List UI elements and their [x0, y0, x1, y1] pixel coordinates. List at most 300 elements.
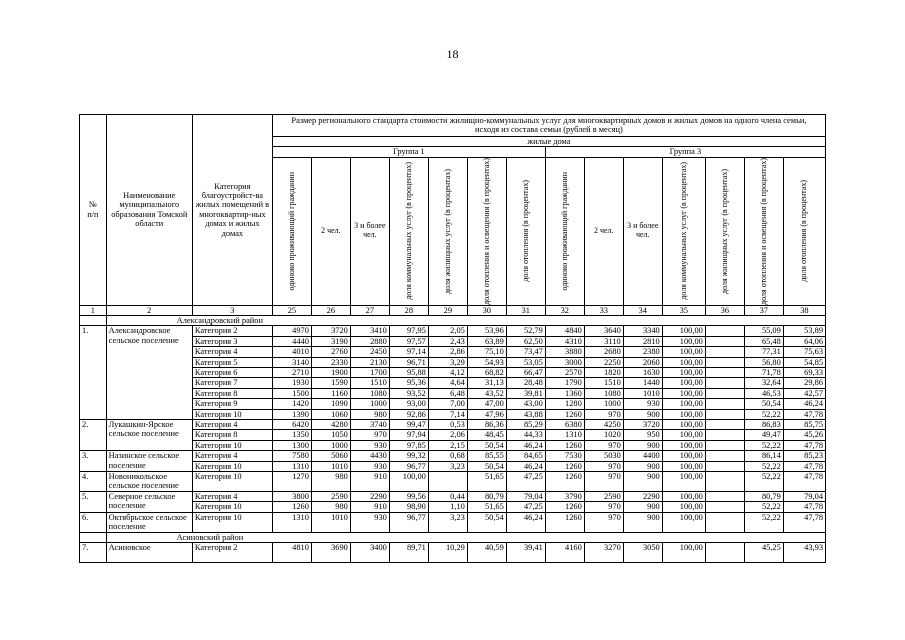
value-cell	[705, 512, 744, 532]
value-cell: 46,24	[783, 399, 825, 409]
value-cell: 50,54	[467, 512, 506, 532]
value-cell: 100,00	[662, 420, 705, 430]
table-row	[80, 367, 826, 377]
value-cell: 2570	[545, 367, 584, 377]
value-cell: 2,05	[428, 326, 467, 336]
subheader-cell	[705, 157, 744, 305]
table-row	[80, 399, 826, 409]
section-row	[80, 315, 826, 325]
subheader-cell	[467, 157, 506, 305]
subheader-cell	[783, 157, 825, 305]
value-cell	[705, 472, 744, 492]
table-row	[80, 472, 826, 492]
value-cell: 99,47	[389, 420, 428, 430]
value-cell: 71,78	[744, 367, 783, 377]
category-cell: Категория 10	[192, 440, 272, 450]
column-number: 29	[428, 305, 467, 315]
column-number: 1	[80, 305, 107, 315]
value-cell: 930	[350, 461, 389, 471]
value-cell: 1010	[311, 461, 350, 471]
value-cell: 49,47	[744, 430, 783, 440]
value-cell: 42,57	[783, 388, 825, 398]
col-category-header: Категория благоустройст-ва жилых помещений в многоквартир-ных домах и жилых домах	[192, 115, 272, 306]
value-cell: 100,00	[662, 347, 705, 357]
value-cell: 900	[623, 512, 662, 532]
value-cell: 4250	[584, 420, 623, 430]
value-cell: 84,65	[506, 451, 545, 461]
value-cell: 3790	[545, 492, 584, 502]
value-cell: 4160	[545, 543, 584, 563]
value-cell: 93,52	[389, 388, 428, 398]
value-cell: 100,00	[662, 367, 705, 377]
category-cell: Категория 10	[192, 409, 272, 419]
value-cell: 1260	[545, 409, 584, 419]
value-cell: 47,78	[783, 502, 825, 512]
value-cell: 0,44	[428, 492, 467, 502]
value-cell: 29,86	[783, 378, 825, 388]
value-cell: 43,00	[506, 399, 545, 409]
value-cell: 930	[350, 512, 389, 532]
value-cell: 3410	[350, 326, 389, 336]
value-cell: 5030	[584, 451, 623, 461]
row-number: 2.	[80, 420, 107, 451]
value-cell: 4010	[272, 347, 311, 357]
category-cell: Категория 10	[192, 472, 272, 492]
value-cell: 3400	[350, 543, 389, 563]
value-cell: 56,80	[744, 357, 783, 367]
municipality-name: Асиновское	[106, 543, 192, 563]
category-cell: Категория 10	[192, 512, 272, 532]
value-cell: 900	[623, 472, 662, 492]
value-cell: 52,22	[744, 502, 783, 512]
value-cell: 95,88	[389, 367, 428, 377]
value-cell: 69,33	[783, 367, 825, 377]
value-cell: 51,65	[467, 502, 506, 512]
value-cell: 2290	[350, 492, 389, 502]
value-cell: 1390	[272, 409, 311, 419]
category-cell: Категория 7	[192, 378, 272, 388]
value-cell: 0,53	[428, 420, 467, 430]
value-cell: 3340	[623, 326, 662, 336]
subheader-cell	[506, 157, 545, 305]
value-cell: 100,00	[662, 502, 705, 512]
category-cell: Категория 4	[192, 347, 272, 357]
column-number: 25	[272, 305, 311, 315]
value-cell: 32,64	[744, 378, 783, 388]
value-cell	[705, 388, 744, 398]
subheader-text: доля отопления и освещения (в процентах)	[481, 157, 491, 305]
value-cell: 1020	[584, 430, 623, 440]
value-cell: 48,45	[467, 430, 506, 440]
value-cell: 3110	[584, 336, 623, 346]
value-cell: 2,06	[428, 430, 467, 440]
table-row	[80, 409, 826, 419]
value-cell: 100,00	[662, 378, 705, 388]
value-cell: 47,25	[506, 502, 545, 512]
value-cell: 970	[350, 430, 389, 440]
table-row	[80, 543, 826, 563]
value-cell: 3880	[545, 347, 584, 357]
page-number: 18	[446, 47, 459, 61]
subheader-cell	[662, 157, 705, 305]
subheader-text: доля коммунальных услуг (в процентах)	[678, 162, 688, 300]
value-cell: 970	[584, 409, 623, 419]
value-cell: 1310	[272, 461, 311, 471]
value-cell: 28,48	[506, 378, 545, 388]
value-cell: 52,22	[744, 409, 783, 419]
value-cell: 50,54	[467, 461, 506, 471]
value-cell: 4310	[545, 336, 584, 346]
value-cell: 3140	[272, 357, 311, 367]
value-cell: 47,00	[467, 399, 506, 409]
value-cell: 1000	[584, 399, 623, 409]
table-row	[80, 492, 826, 502]
value-cell: 900	[623, 502, 662, 512]
value-cell: 46,24	[506, 461, 545, 471]
value-cell: 45,26	[783, 430, 825, 440]
value-cell: 52,22	[744, 440, 783, 450]
subheader-text: доля жилищных услуг (в процентах)	[442, 168, 452, 294]
value-cell	[705, 461, 744, 471]
housing-standard-table	[79, 114, 826, 563]
value-cell: 100,00	[662, 512, 705, 532]
value-cell: 970	[584, 472, 623, 492]
value-cell: 3800	[272, 492, 311, 502]
value-cell: 2880	[350, 336, 389, 346]
value-cell: 10,29	[428, 543, 467, 563]
value-cell: 46,24	[506, 440, 545, 450]
value-cell: 2590	[311, 492, 350, 502]
value-cell: 1080	[350, 388, 389, 398]
value-cell: 2290	[623, 492, 662, 502]
table-row	[80, 451, 826, 461]
row-number: 7.	[80, 543, 107, 563]
column-number: 26	[311, 305, 350, 315]
value-cell: 100,00	[662, 388, 705, 398]
category-cell: Категория 4	[192, 451, 272, 461]
value-cell: 3190	[311, 336, 350, 346]
value-cell: 5060	[311, 451, 350, 461]
value-cell: 6,48	[428, 388, 467, 398]
value-cell: 2810	[623, 336, 662, 346]
value-cell: 99,32	[389, 451, 428, 461]
subheader-text: доля отопления и освещения (в процентах)	[758, 157, 768, 305]
value-cell: 970	[584, 461, 623, 471]
subheader-cell: 3 и более чел.	[623, 157, 662, 305]
value-cell: 900	[623, 440, 662, 450]
municipality-name: Северное сельское поселение	[106, 492, 192, 513]
column-number: 36	[705, 305, 744, 315]
value-cell: 1590	[311, 378, 350, 388]
table-row	[80, 440, 826, 450]
value-cell: 53,96	[467, 326, 506, 336]
column-number: 33	[584, 305, 623, 315]
value-cell: 980	[350, 409, 389, 419]
value-cell: 2760	[311, 347, 350, 357]
value-cell: 1050	[311, 430, 350, 440]
value-cell: 4810	[272, 543, 311, 563]
value-cell: 4840	[545, 326, 584, 336]
category-cell: Категория 10	[192, 461, 272, 471]
value-cell: 64,06	[783, 336, 825, 346]
value-cell: 4,12	[428, 367, 467, 377]
value-cell: 980	[311, 502, 350, 512]
value-cell: 1060	[311, 409, 350, 419]
value-cell: 2380	[623, 347, 662, 357]
value-cell: 96,77	[389, 461, 428, 471]
value-cell: 3720	[311, 326, 350, 336]
value-cell: 970	[584, 512, 623, 532]
value-cell: 79,04	[506, 492, 545, 502]
value-cell: 65,48	[744, 336, 783, 346]
value-cell: 47,78	[783, 440, 825, 450]
value-cell: 75,63	[783, 347, 825, 357]
value-cell	[705, 378, 744, 388]
value-cell: 1820	[584, 367, 623, 377]
municipality-name: Александровское сельское поселение	[106, 326, 192, 420]
section-row	[80, 532, 826, 542]
municipality-name: Октябрьское сельское поселение	[106, 512, 192, 532]
column-number: 27	[350, 305, 389, 315]
value-cell: 47,78	[783, 409, 825, 419]
value-cell: 2060	[623, 357, 662, 367]
value-cell: 1630	[623, 367, 662, 377]
value-cell	[705, 440, 744, 450]
value-cell: 85,29	[506, 420, 545, 430]
value-cell: 900	[623, 461, 662, 471]
subheader-text: доля жилищных услуг (в процентах)	[719, 168, 729, 294]
value-cell: 43,93	[783, 543, 825, 563]
value-cell: 51,65	[467, 472, 506, 492]
value-cell: 50,54	[744, 399, 783, 409]
empty-cell	[80, 532, 107, 542]
value-cell: 3690	[311, 543, 350, 563]
value-cell: 85,55	[467, 451, 506, 461]
value-cell: 93,00	[389, 399, 428, 409]
table-row	[80, 357, 826, 367]
value-cell: 1310	[545, 430, 584, 440]
value-cell: 55,09	[744, 326, 783, 336]
value-cell: 86,83	[744, 420, 783, 430]
value-cell: 2590	[584, 492, 623, 502]
value-cell: 100,00	[662, 336, 705, 346]
value-cell: 3270	[584, 543, 623, 563]
value-cell: 79,04	[783, 492, 825, 502]
value-cell: 1510	[350, 378, 389, 388]
value-cell: 31,13	[467, 378, 506, 388]
table-row	[80, 502, 826, 512]
table-row	[80, 336, 826, 346]
value-cell: 980	[311, 472, 350, 492]
value-cell: 1900	[311, 367, 350, 377]
value-cell: 96,71	[389, 357, 428, 367]
column-number: 30	[467, 305, 506, 315]
value-cell: 2,86	[428, 347, 467, 357]
subheader-cell	[545, 157, 584, 305]
value-cell: 80,79	[467, 492, 506, 502]
column-number: 28	[389, 305, 428, 315]
value-cell: 1090	[311, 399, 350, 409]
subheader-cell	[428, 157, 467, 305]
value-cell: 1260	[545, 472, 584, 492]
municipality-name: Новоникольское сельское поселение	[106, 472, 192, 492]
group3-header: Группа 3	[545, 147, 825, 157]
subheader-text: доля отопления (в процентах)	[799, 180, 809, 282]
district-title: Асиновский район	[106, 532, 825, 542]
main-title: Размер регионального стандарта стоимости жилищно-коммунальных услуг для многоквартирных домов и жилых домов на одного члена семьи, исходя из состава семьи (рублей в месяц)	[272, 115, 825, 137]
value-cell	[705, 451, 744, 461]
value-cell: 50,54	[467, 440, 506, 450]
value-cell: 52,79	[506, 326, 545, 336]
value-cell: 40,59	[467, 543, 506, 563]
value-cell: 100,00	[389, 472, 428, 492]
value-cell: 46,24	[506, 512, 545, 532]
value-cell: 99,56	[389, 492, 428, 502]
value-cell: 66,47	[506, 367, 545, 377]
value-cell: 2130	[350, 357, 389, 367]
empty-cell	[80, 315, 107, 325]
value-cell: 4440	[272, 336, 311, 346]
category-cell: Категория 5	[192, 357, 272, 367]
value-cell: 3000	[545, 357, 584, 367]
row-number: 3.	[80, 451, 107, 472]
value-cell: 4280	[311, 420, 350, 430]
value-cell: 39,41	[506, 543, 545, 563]
value-cell: 62,50	[506, 336, 545, 346]
subheader-text: одиноко проживающий гражданин	[286, 171, 296, 291]
value-cell: 1930	[272, 378, 311, 388]
category-cell: Категория 8	[192, 430, 272, 440]
district-title: Александровский район	[106, 315, 825, 325]
value-cell: 1440	[623, 378, 662, 388]
value-cell: 73,47	[506, 347, 545, 357]
value-cell: 910	[350, 502, 389, 512]
category-cell: Категория 2	[192, 543, 272, 563]
value-cell: 52,22	[744, 472, 783, 492]
category-cell: Категория 3	[192, 336, 272, 346]
group1-header: Группа 1	[272, 147, 545, 157]
value-cell: 53,89	[783, 326, 825, 336]
subheader-cell	[389, 157, 428, 305]
value-cell: 98,90	[389, 502, 428, 512]
row-number: 6.	[80, 512, 107, 532]
municipality-name: Лукашкин-Ярское сельское поселение	[106, 420, 192, 451]
value-cell: 1270	[272, 472, 311, 492]
value-cell: 97,85	[389, 440, 428, 450]
value-cell: 80,79	[744, 492, 783, 502]
value-cell	[705, 367, 744, 377]
value-cell: 1360	[545, 388, 584, 398]
row-number: 4.	[80, 472, 107, 492]
value-cell: 43,52	[467, 388, 506, 398]
value-cell: 1260	[272, 502, 311, 512]
value-cell: 2710	[272, 367, 311, 377]
value-cell: 4970	[272, 326, 311, 336]
value-cell: 1790	[545, 378, 584, 388]
value-cell: 85,23	[783, 451, 825, 461]
value-cell: 2450	[350, 347, 389, 357]
value-cell: 46,53	[744, 388, 783, 398]
value-cell: 1000	[350, 399, 389, 409]
value-cell: 47,78	[783, 461, 825, 471]
value-cell: 97,95	[389, 326, 428, 336]
value-cell: 100,00	[662, 543, 705, 563]
value-cell	[705, 430, 744, 440]
col-name-header: Наименование муниципального образования Томской области	[106, 115, 192, 306]
subheader-text: одиноко проживающий гражданин	[559, 171, 569, 291]
value-cell: 100,00	[662, 472, 705, 492]
col-number-header: № п/п	[80, 115, 107, 306]
value-cell: 1,10	[428, 502, 467, 512]
table-row	[80, 378, 826, 388]
value-cell: 2,15	[428, 440, 467, 450]
municipality-name: Назинское сельское поселение	[106, 451, 192, 472]
value-cell: 44,33	[506, 430, 545, 440]
value-cell: 1700	[350, 367, 389, 377]
value-cell	[705, 326, 744, 336]
value-cell: 4430	[350, 451, 389, 461]
value-cell: 100,00	[662, 461, 705, 471]
value-cell: 96,77	[389, 512, 428, 532]
column-number: 38	[783, 305, 825, 315]
value-cell: 100,00	[662, 399, 705, 409]
value-cell	[705, 336, 744, 346]
value-cell	[428, 472, 467, 492]
category-cell: Категория 9	[192, 399, 272, 409]
value-cell: 930	[350, 440, 389, 450]
table-row	[80, 326, 826, 336]
subheader-cell	[744, 157, 783, 305]
value-cell: 63,89	[467, 336, 506, 346]
value-cell: 7,00	[428, 399, 467, 409]
value-cell	[705, 492, 744, 502]
value-cell: 47,78	[783, 472, 825, 492]
value-cell: 86,14	[744, 451, 783, 461]
category-cell: Категория 4	[192, 420, 272, 430]
value-cell: 1260	[545, 461, 584, 471]
value-cell: 47,25	[506, 472, 545, 492]
houses-header: жилые дома	[272, 136, 825, 146]
value-cell: 100,00	[662, 357, 705, 367]
value-cell: 1260	[545, 440, 584, 450]
value-cell: 2330	[311, 357, 350, 367]
category-cell: Категория 10	[192, 502, 272, 512]
value-cell: 92,86	[389, 409, 428, 419]
column-number: 3	[192, 305, 272, 315]
value-cell: 6420	[272, 420, 311, 430]
value-cell: 47,78	[783, 512, 825, 532]
value-cell: 85,75	[783, 420, 825, 430]
value-cell: 39,81	[506, 388, 545, 398]
value-cell: 1280	[545, 399, 584, 409]
value-cell: 54,93	[467, 357, 506, 367]
value-cell: 1260	[545, 512, 584, 532]
table-row	[80, 512, 826, 532]
value-cell: 54,85	[783, 357, 825, 367]
table-row	[80, 430, 826, 440]
column-number: 32	[545, 305, 584, 315]
value-cell: 7,14	[428, 409, 467, 419]
value-cell: 1500	[272, 388, 311, 398]
value-cell: 1080	[584, 388, 623, 398]
category-cell: Категория 2	[192, 326, 272, 336]
value-cell: 100,00	[662, 451, 705, 461]
value-cell: 100,00	[662, 440, 705, 450]
value-cell: 1510	[584, 378, 623, 388]
value-cell: 3640	[584, 326, 623, 336]
category-cell: Категория 8	[192, 388, 272, 398]
value-cell	[705, 357, 744, 367]
